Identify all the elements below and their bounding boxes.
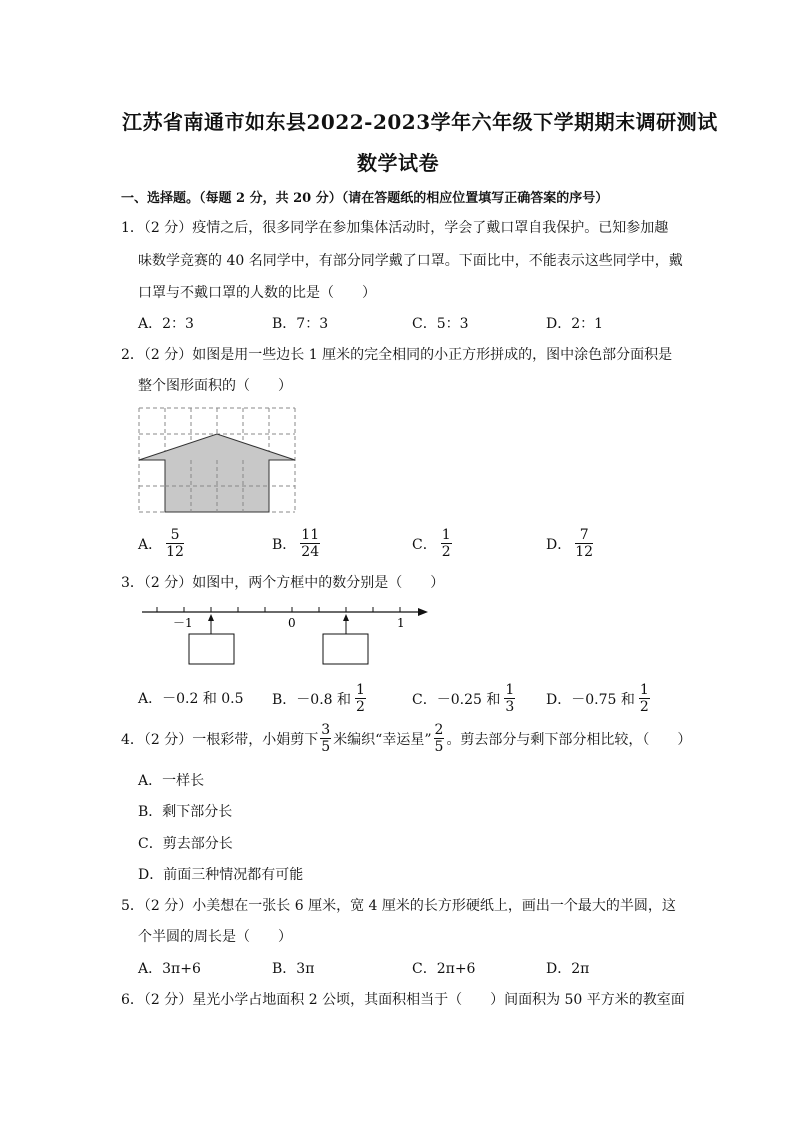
q1-option-b: B．7：3 xyxy=(272,316,329,332)
answer-box-right xyxy=(323,634,368,664)
q5-line2: 个半圆的周长是（ ） xyxy=(138,929,292,945)
q5-option-c: C．2π+6 xyxy=(412,961,476,977)
axis-ticks xyxy=(157,607,400,612)
q2-option-b: B． $\frac{11}{24}$ xyxy=(272,527,320,560)
q3-option-a: A．－0.2 和 0.5 xyxy=(138,691,244,707)
q4-stem: 4．（2 分）一根彩带，小娟剪下 $\frac{3}{5}$ 米编织“幸运星” $\frac{2}{5}$ 。剪去部分与剩下部分相比较，（ ） xyxy=(121,722,692,755)
axis-label-neg1: －1 xyxy=(173,616,193,630)
q4-option-a: A．一样长 xyxy=(138,773,205,789)
q3-option-d: D．－0.75 和 $\frac{1}{2}$ xyxy=(546,682,649,715)
q1-line2: 味数学竞赛的 40 名同学中，有部分同学戴了口罩。下面比中，不能表示这些同学中，戴 xyxy=(138,253,683,269)
q2-line2: 整个图形面积的（ ） xyxy=(138,378,292,394)
page-subtitle: 数学试卷 xyxy=(357,151,439,175)
q6-line1: 6．（2 分）星光小学占地面积 2 公顷，其面积相当于（ ）间面积为 50 平方米的教室面 xyxy=(121,992,685,1008)
q4-option-d: D．前面三种情况都有可能 xyxy=(138,867,304,883)
up-arrow-icon xyxy=(343,614,349,621)
q3-option-b: B．－0.8 和 $\frac{1}{2}$ xyxy=(272,682,365,715)
q2-option-c: C． $\frac{1}{2}$ xyxy=(412,527,451,560)
grid-figure xyxy=(136,405,300,517)
q1-option-d: D．2：1 xyxy=(546,316,604,332)
q2-option-a: A． $\frac{5}{12}$ xyxy=(138,527,184,560)
axis-arrow-icon xyxy=(418,608,428,616)
page-title: 江苏省南通市如东县2022-2023学年六年级下学期期末调研测试 xyxy=(122,110,718,134)
q2-line1: 2．（2 分）如图是用一些边长 1 厘米的完全相同的小正方形拼成的，图中涂色部分面积是 xyxy=(121,347,673,363)
answer-box-left xyxy=(189,634,234,664)
section-heading: 一、选择题。（每题 2 分，共 20 分）（请在答题纸的相应位置填写正确答案的序号） xyxy=(121,191,609,206)
q4-option-b: B．剩下部分长 xyxy=(138,804,233,820)
q3-line1: 3．（2 分）如图中，两个方框中的数分别是（ ） xyxy=(121,575,445,591)
q5-option-a: A．3π+6 xyxy=(138,961,201,977)
up-arrow-icon xyxy=(208,614,214,621)
axis-label-0: 0 xyxy=(288,616,296,630)
q3-option-c: C．－0.25 和 $\frac{1}{3}$ xyxy=(412,682,515,715)
q1-option-a: A．2：3 xyxy=(138,316,194,332)
q1-line1: 1．（2 分）疫情之后，很多同学在参加集体活动时，学会了戴口罩自我保护。已知参加趣 xyxy=(121,220,669,236)
q5-option-d: D．2π xyxy=(546,961,590,977)
axis-label-1: 1 xyxy=(397,616,405,630)
q4-option-c: C．剪去部分长 xyxy=(138,836,233,852)
q5-line1: 5．（2 分）小美想在一张长 6 厘米，宽 4 厘米的长方形硬纸上，画出一个最大的半圆，这 xyxy=(121,898,676,914)
q5-option-b: B．3π xyxy=(272,961,315,977)
shaded-region xyxy=(139,434,295,512)
number-line-figure xyxy=(140,600,432,670)
q2-option-d: D． $\frac{7}{12}$ xyxy=(546,527,594,560)
q1-option-c: C．5：3 xyxy=(412,316,469,332)
q1-line3: 口罩与不戴口罩的人数的比是（ ） xyxy=(138,285,376,301)
